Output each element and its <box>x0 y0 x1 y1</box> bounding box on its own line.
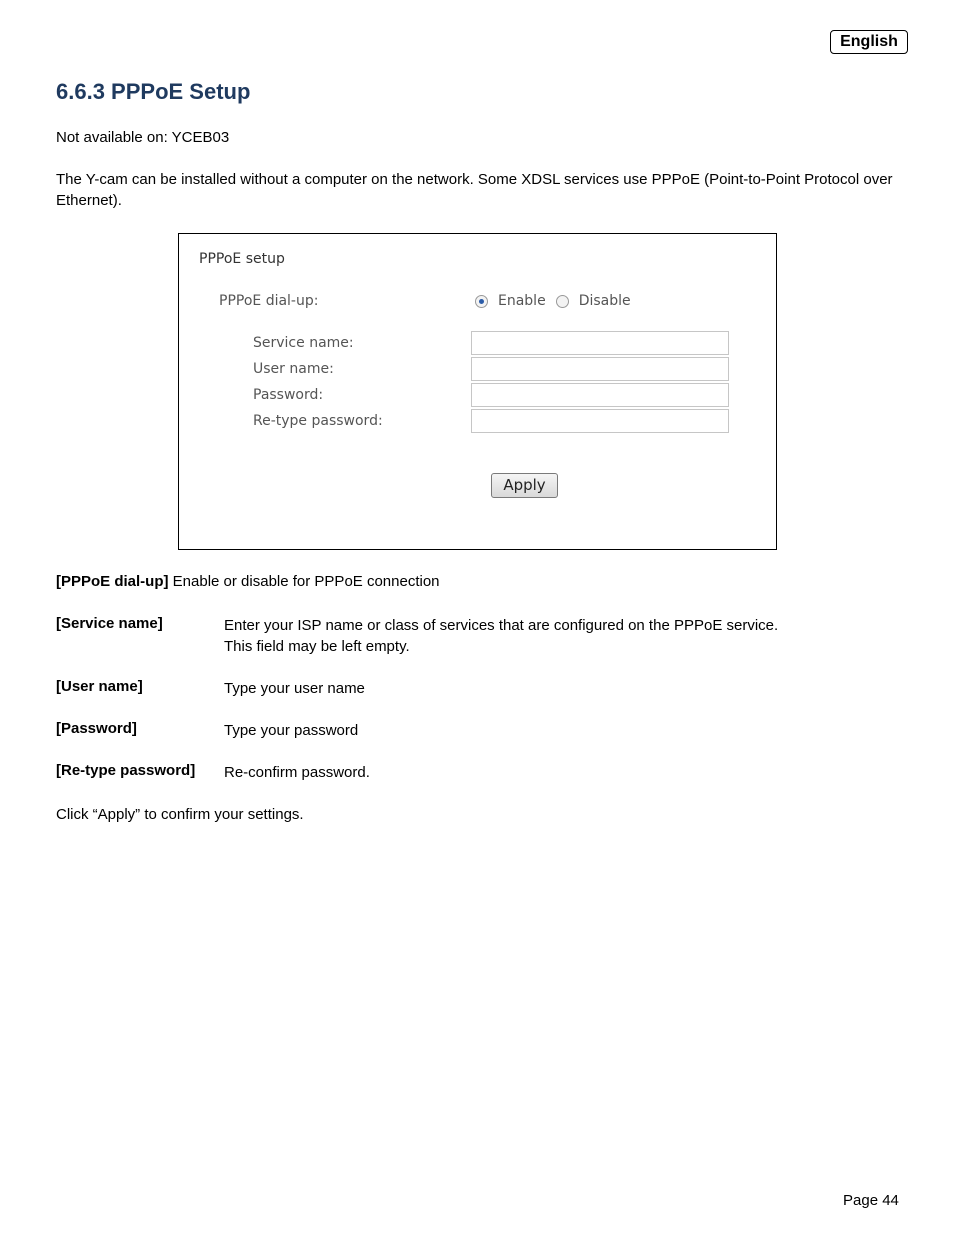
enable-radio[interactable] <box>475 295 488 308</box>
user-name-input[interactable] <box>471 357 729 381</box>
pppoe-dialup-radio-group <box>475 293 641 309</box>
definition-text-password: Type your password <box>224 722 359 739</box>
definition-pppoe-dialup <box>56 573 440 590</box>
enable-radio-label: Enable <box>498 293 546 309</box>
language-badge: English <box>830 30 908 54</box>
retype-password-label: Re-type password: <box>253 413 383 429</box>
definition-term-service-name: [Service name] <box>56 615 163 632</box>
intro-paragraph: The Y-cam can be installed without a computer on the network. Some XDSL services use PPPoE (Point-to-Point Protocol over Ethernet). <box>56 171 893 209</box>
pppoe-dialup-label: PPPoE dial-up: <box>219 293 319 309</box>
definition-text: Enable or disable for PPPoE connection <box>172 573 440 590</box>
definition-term-retype-password: [Re-type password] <box>56 762 196 779</box>
panel-title: PPPoE setup <box>199 251 285 267</box>
definition-text-retype-password: Re-confirm password. <box>224 764 370 781</box>
apply-button[interactable]: Apply <box>491 473 558 498</box>
service-name-input[interactable] <box>471 331 729 355</box>
definition-text-service-name: Enter your ISP name or class of services that are configured on the PPPoE service. <box>224 617 779 634</box>
retype-password-input[interactable] <box>471 409 729 433</box>
availability-note: Not available on: YCEB03 <box>56 129 230 146</box>
definition-text-service-name-note: This field may be left empty. <box>224 638 410 655</box>
pppoe-setup-screenshot <box>178 233 777 550</box>
service-name-label: Service name: <box>253 335 354 351</box>
definition-term-user-name: [User name] <box>56 678 143 695</box>
disable-radio[interactable] <box>556 295 569 308</box>
user-name-label: User name: <box>253 361 334 377</box>
password-label: Password: <box>253 387 324 403</box>
password-input[interactable] <box>471 383 729 407</box>
definition-text-user-name: Type your user name <box>224 680 365 697</box>
definition-term: [PPPoE dial-up] <box>56 573 169 590</box>
page-number: Page 44 <box>843 1192 899 1209</box>
section-title: 6.6.3 PPPoE Setup <box>56 79 251 104</box>
definition-term-password: [Password] <box>56 720 137 737</box>
closing-instruction: Click “Apply” to confirm your settings. <box>56 806 304 823</box>
disable-radio-label: Disable <box>578 293 631 309</box>
